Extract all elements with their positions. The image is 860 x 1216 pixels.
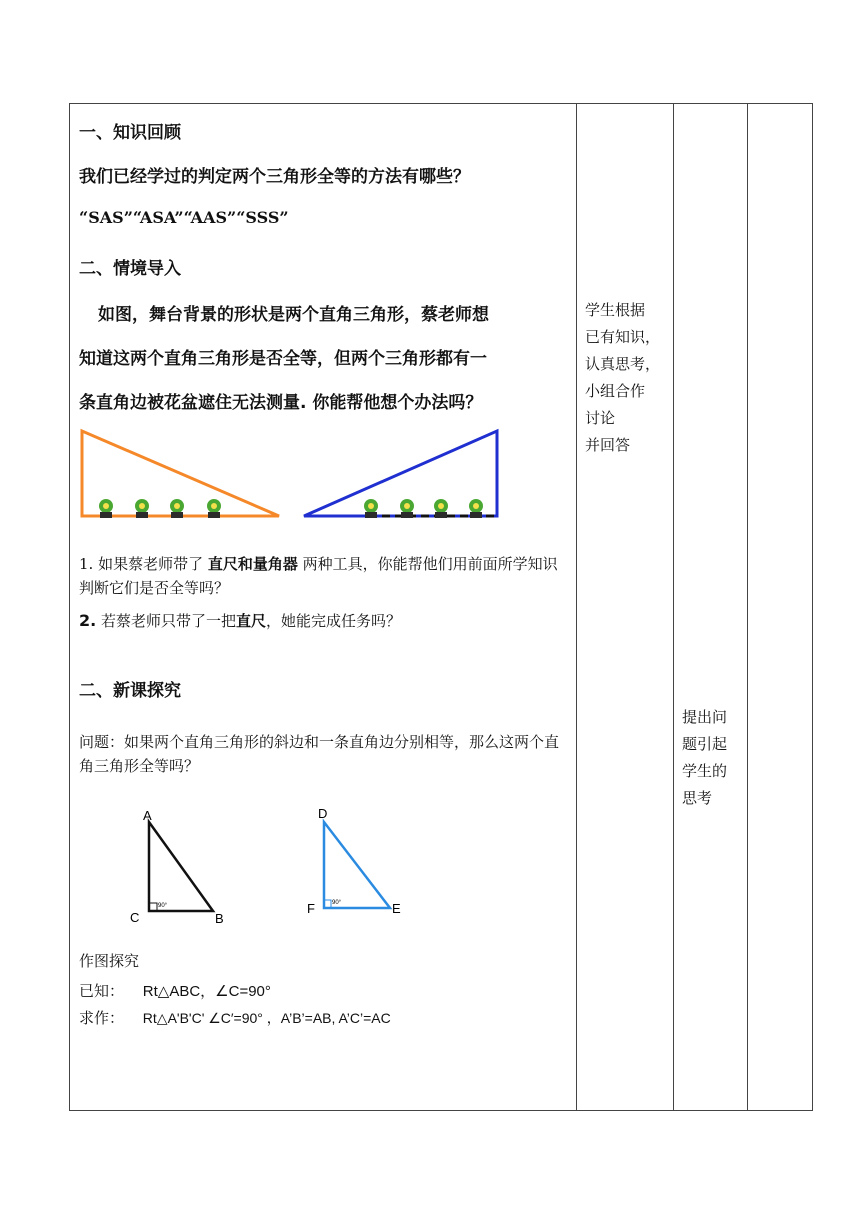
column-divider-1 xyxy=(576,104,577,1110)
new-lesson-heading: 二、新课探究 xyxy=(79,681,181,701)
column-divider-2 xyxy=(673,104,674,1110)
design-intent-line-3: 学生的 xyxy=(682,762,728,780)
design-intent-line-4: 思考 xyxy=(682,789,713,807)
construct-value: Rt△A'B'C' ∠C′=90° ，A’B’=AB, A’C’=AC xyxy=(142,1010,391,1026)
label-f: F xyxy=(307,901,315,916)
intro-line-2: 知道这两个直角三角形是否全等，但两个三角形都有一 xyxy=(79,349,487,369)
question-2: 2. 若蔡老师只带了一把直尺，她能完成任务吗？ xyxy=(79,611,402,630)
label-e: E xyxy=(392,901,401,916)
student-activity-line-3: 认真思考， xyxy=(585,355,661,373)
student-activity-line-4: 小组合作 xyxy=(585,382,646,400)
lesson-table xyxy=(69,103,813,1111)
student-activity-line-6: 并回答 xyxy=(585,436,631,454)
label-c: C xyxy=(130,910,140,925)
intro-line-3: 条直角边被花盆遮住无法测量. 你能帮他想个办法吗？ xyxy=(79,393,483,413)
review-question: 我们已经学过的判定两个三角形全等的方法有哪些？ xyxy=(79,167,470,187)
student-activity-line-1: 学生根据 xyxy=(585,301,646,319)
review-answer: “SAS”“ASA”“AAS”“SSS” xyxy=(79,208,289,227)
intro-line-1: 如图，舞台背景的形状是两个直角三角形，蔡老师想 xyxy=(98,305,489,325)
triangle-def-figure xyxy=(304,800,414,920)
blue-triangle xyxy=(304,431,497,516)
given-value: Rt△ABC，∠C=90° xyxy=(142,983,271,1000)
student-activity-cell xyxy=(585,297,660,459)
construct-label: 求作： xyxy=(79,1009,125,1027)
label-a: A xyxy=(143,808,152,823)
student-activity-line-5: 讨论 xyxy=(585,409,616,427)
angle-label-c: 90° xyxy=(158,903,168,909)
triangle-abc-figure xyxy=(120,804,240,929)
given-row xyxy=(79,980,271,1001)
construct-row xyxy=(79,1007,391,1028)
design-intent-line-2: 题引起 xyxy=(682,735,728,753)
draw-title: 作图探究 xyxy=(79,952,140,970)
problem-text: 问题：如果两个直角三角形的斜边和一条直角边分别相等，那么这两个直角三角形全等吗？ xyxy=(79,733,560,775)
label-b: B xyxy=(215,911,224,926)
stage-triangles-figure xyxy=(79,426,504,521)
review-heading: 一、知识回顾 xyxy=(79,123,181,143)
student-activity-line-2: 已有知识， xyxy=(585,328,661,346)
main-content-cell xyxy=(70,104,576,1110)
column-divider-3 xyxy=(747,104,748,1110)
question-1: 1. 如果蔡老师带了 直尺和量角器 两种工具，你能帮他们用前面所学知识判断它们是否全等吗？ xyxy=(79,555,558,597)
design-intent-cell xyxy=(682,704,727,812)
given-label: 已知： xyxy=(79,982,125,1000)
design-intent-line-1: 提出问 xyxy=(682,708,728,726)
label-d: D xyxy=(318,806,328,821)
angle-label-f: 90° xyxy=(332,900,342,906)
intro-heading: 二、情境导入 xyxy=(79,259,181,279)
